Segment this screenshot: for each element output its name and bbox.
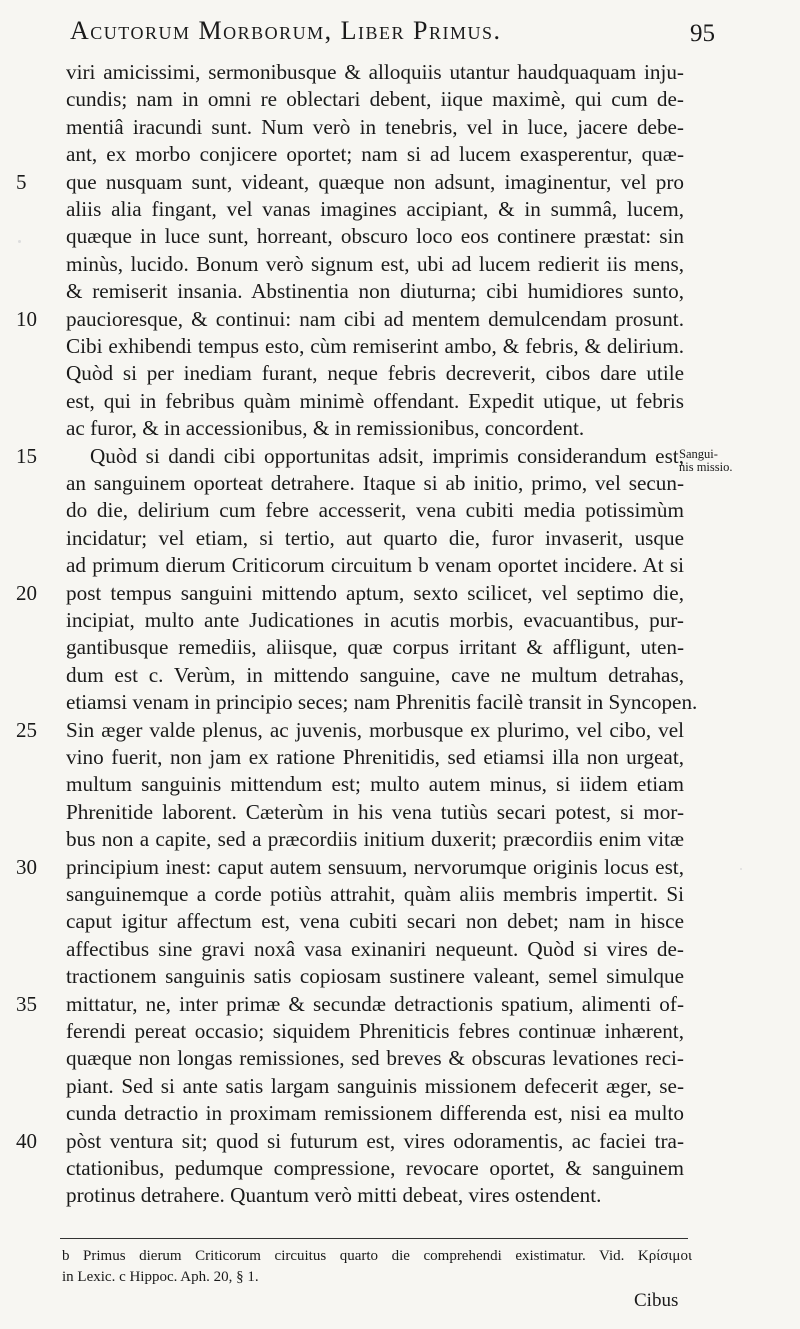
text-line: mentiâ iracundi sunt. Num verò in tenebris, vel in luce, jacere debe- <box>66 114 684 139</box>
text-line: cundis; nam in omni re oblectari debent, iique maximè, qui cum de- <box>66 87 684 112</box>
text-line: vino fuerit, non jam ex ratione Phrenitidis, sed etiamsi illa non urgeat, <box>66 745 684 769</box>
text-line: sanguinemque a corde potiùs attrahit, quàm aliis membris impertit. Si <box>66 882 684 906</box>
line-number: 35 <box>16 991 37 1016</box>
line-number: 30 <box>16 854 37 879</box>
line-number: 40 <box>16 1128 37 1153</box>
text-line: ant, ex morbo conjicere oportet; nam si ad lucem exasperentur, quæ- <box>66 142 684 167</box>
text-line: aliis alia fingant, vel vanas imagines accipiant, & in summâ, lucem, <box>66 197 684 221</box>
text-line: multum sanguinis mittendum est; multo autem minus, si iidem etiam <box>66 772 684 797</box>
text-line: viri amicissimi, sermonibusque & alloquiis utantur haudquaquam inju- <box>66 60 684 84</box>
text-line: do die, delirium cum febre accesserit, vena cubiti media potissimùm <box>66 498 684 523</box>
margin-note-line: nis missio. <box>679 460 733 474</box>
text-line: bus non a capite, sed a præcordiis initium duxerit; præcordiis enim vitæ <box>66 827 684 852</box>
text-line: affectibus sine gravi noxâ vasa exinaniri nequeunt. Quòd si vires de- <box>66 936 684 961</box>
paper-speck <box>740 868 742 870</box>
text-line: ad primum dierum Criticorum circuitum b venam oportet incidere. At si <box>66 553 684 578</box>
text-line: post tempus sanguini mittendo aptum, sexto scilicet, vel septimo die, <box>66 580 684 605</box>
text-line: que nusquam sunt, videant, quæque non adsunt, imaginentur, vel pro <box>66 169 684 194</box>
text-line: quæque in luce sunt, horreant, obscuro loco eos continere præstat: sin <box>66 224 684 249</box>
text-line: principium inest: caput autem sensuum, nervorumque originis locus est, <box>66 854 684 879</box>
paper-speck <box>18 240 21 243</box>
text-line: ferendi pereat occasio; siquidem Phreniticis febres continuæ inhærent, <box>66 1019 684 1043</box>
line-number: 25 <box>16 717 37 742</box>
text-line: ctationibus, pedumque compressione, revocare oportet, & sanguinem <box>66 1156 684 1180</box>
text-line: gantibusque remediis, aliisque, quæ corpus irritant & affligunt, uten- <box>66 635 684 660</box>
text-line: minùs, lucido. Bonum verò signum est, ubi ad lucem redierit iis mens, <box>66 251 684 276</box>
line-number: 10 <box>16 306 37 331</box>
text-line: dum est c. Verùm, in mittendo sanguine, cave ne multum detrahas, <box>66 662 684 687</box>
text-line: pòst ventura sit; quod si futurum est, vires odoramentis, ac faciei tra- <box>66 1128 684 1153</box>
text-line: incipiat, multo ante Judicationes in acutis morbis, evacuantibus, pur- <box>66 608 684 632</box>
margin-note <box>679 448 769 474</box>
line-number: 5 <box>16 169 27 194</box>
text-line: tractionem sanguinis satis copiosam sustinere valeant, semel simulque <box>66 964 684 989</box>
text-line: paucioresque, & continui: nam cibi ad mentem demulcendam prosunt. <box>66 306 684 331</box>
text-line: Quòd si dandi cibi opportunitas adsit, imprimis considerandum est, <box>90 443 684 468</box>
text-line: Phrenitide laborent. Cæterùm in his vena tutiùs secari potest, si mor- <box>66 799 684 824</box>
text-line: Sin æger valde plenus, ac juvenis, morbusque ex plurimo, vel cibo, vel <box>66 717 684 742</box>
line-number: 15 <box>16 443 37 468</box>
text-line: Cibi exhibendi tempus esto, cùm remiserint ambo, & febris, & delirium. <box>66 334 684 358</box>
text-line: ac furor, & in accessionibus, & in remissionibus, concordent. <box>66 416 585 441</box>
text-line: protinus detrahere. Quantum verò mitti debeat, vires ostendent. <box>66 1183 602 1208</box>
text-line: caput igitur affectum est, vena cubiti secari non debet; nam in hisce <box>66 909 684 934</box>
text-line: Quòd si per inediam furant, neque febris decreverit, cibos dare utile <box>66 361 684 386</box>
text-line: incidatur; vel etiam, si tertio, aut quarto die, furor invaserit, usque <box>66 525 684 550</box>
page-number: 95 <box>690 20 715 47</box>
text-line: cunda detractio in proximam remissionem differenda est, nisi ea multo <box>66 1101 684 1126</box>
margin-note-line: Sangui- <box>679 447 718 461</box>
text-line: est, qui in febribus quàm minimè offendant. Expedit utique, ut febris <box>66 388 684 413</box>
footnote: b Primus dierum Criticorum circuitus quarto die comprehendi existimatur. Vid. Κρίσιμοι <box>62 1248 692 1264</box>
text-line: piant. Sed si ante satis largam sanguinis missionem defecerit æger, se- <box>66 1073 684 1098</box>
text-line: & remiserit insania. Abstinentia non diuturna; cibi humidiores sunto, <box>66 279 684 304</box>
text-line: an sanguinem oporteat detrahere. Itaque si ab initio, primo, vel secun- <box>66 471 684 495</box>
text-line: etiamsi venam in principio seces; nam Phrenitis facilè transit in Syncopen. <box>66 690 698 715</box>
line-number: 20 <box>16 580 37 605</box>
text-line: quæque non longas remissiones, sed breves & obscuras levationes reci- <box>66 1046 684 1071</box>
running-head: Acutorum Morborum, Liber Primus. <box>70 16 502 45</box>
text-line: mittatur, ne, inter primæ & secundæ detractionis spatium, alimenti of- <box>66 991 684 1016</box>
catchword: Cibus <box>634 1290 679 1311</box>
footnote-rule <box>60 1238 688 1239</box>
footnote: in Lexic. c Hippoc. Aph. 20, § 1. <box>62 1269 259 1285</box>
